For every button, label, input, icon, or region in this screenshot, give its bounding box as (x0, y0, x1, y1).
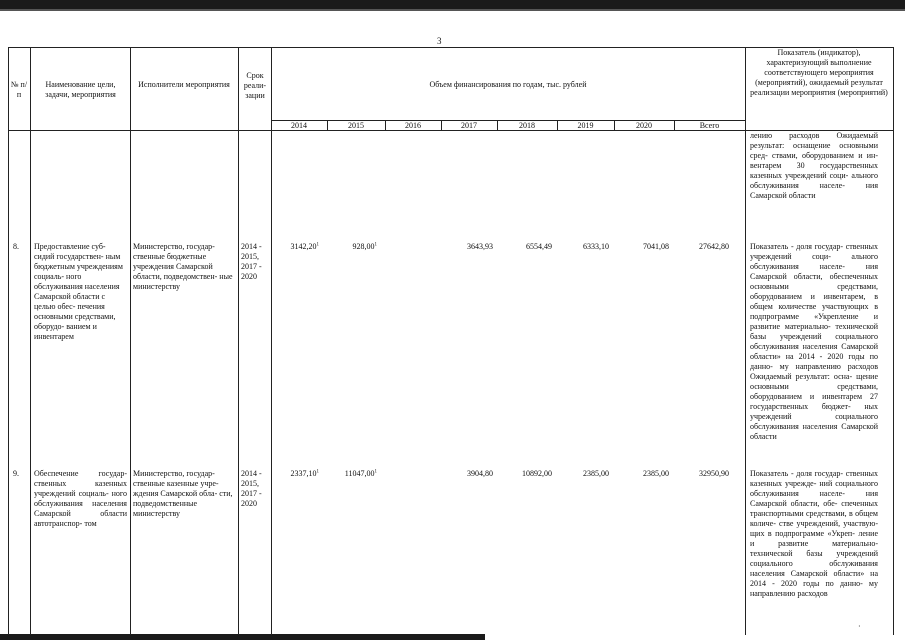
header-executors: Исполнители мероприятия (138, 80, 230, 89)
row-value-2020: 2385,00 (643, 469, 669, 478)
header-indicator: Показатель (индикатор), характеризующий выполнение соответствующего мероприятия (мероприятий), ожидаемый результат реализации мероприятия (мероприятий) (750, 48, 888, 97)
row-value-2018: 6554,49 (526, 242, 552, 251)
row-value-total: 32950,90 (699, 469, 729, 478)
row-value-2019: 6333,10 (583, 242, 609, 251)
header-num: № п/п (10, 80, 28, 99)
footnote-mark: 1 (316, 469, 319, 475)
header-term: Срок реали- зации (243, 71, 267, 100)
year-2020: 2020 (636, 121, 652, 130)
row-term: 2014 - 2015, 2017 - 2020 (241, 242, 262, 281)
scan-speck: · (858, 622, 861, 631)
year-2014: 2014 (291, 121, 307, 130)
row-executors: Министерство, государ- ственные бюджетные учреждения Самарской области, подведомствен- ные министерству (133, 242, 233, 291)
row-value-2014: 3142,20$^1$ (290, 242, 319, 251)
row-value-2015: 928,00$^1$ (352, 242, 377, 251)
row-value-2020: 7041,08 (643, 242, 669, 251)
year-2018: 2018 (519, 121, 535, 130)
row-value-2019: 2385,00 (583, 469, 609, 478)
row-value-total: 27642,80 (699, 242, 729, 251)
row-name: Предоставление суб- сидий государствен- ным бюджетным учреждениям социаль- ного обслуживания населения Самарской области с целью обес- печения основными средствами, оборудо- ванием и инвентарем (34, 242, 123, 341)
scan-edge-bottom (0, 634, 485, 640)
header-financing: Объем финансирования по годам, тыс. рублей (429, 80, 587, 89)
footnote-mark: 1 (374, 242, 377, 248)
year-2015: 2015 (348, 121, 364, 130)
year-2019: 2019 (577, 121, 594, 130)
row-executors: Министерство, государ- ственные казенные учре- ждения Самарской обла- сти, подведомственные министерству (133, 469, 233, 518)
row-indicator: Показатель - доля государ- ственных учреждений соци- ального обслуживания населе- ния Самарской области, обеспеченных основными средствами, оборудованием и инвентарем, в общем количестве участвующих в подпрограмме «Укрепление и развитие материально- технической базы учреждений социального обслуживания населения Самарской области» на 2014 - 2020 годы по данно- му направлению расходов Ожидаемый результат: осна- щение основными средствами, оборудованием и инвентарем 27 государственных бюджет- ных учреждений социального обслуживания населения Самарской области (750, 242, 878, 441)
row-num: 9. (13, 469, 19, 478)
year-2016: 2016 (405, 121, 421, 130)
year-2017: 2017 (461, 121, 477, 130)
scan-edge-top (0, 0, 905, 9)
row-value-2017: 3643,93 (467, 242, 493, 251)
row-indicator: Показатель - доля государ- ственных казенных учрежде- ний социального обслуживания населе- ния Самарской области, обе- спеченных транспортными средствами, в общем количе- стве учреждений, участвую- щих в подпрограмме «Укреп- ление и развитие материально- технической базы учреждений социального обслуживания населения Самарской области» на 2014 - 2020 годы по данно- му направлению расходов (750, 469, 878, 598)
row-value-2015: 11047,00$^1$ (344, 469, 377, 478)
header-name: Наименование цели, задачи, мероприятия (45, 80, 116, 99)
row-value-2014: 2337,10$^1$ (290, 469, 319, 478)
page-number: 3 (437, 36, 442, 46)
row-num: 8. (13, 242, 19, 251)
footnote-mark: 1 (374, 469, 377, 475)
year-total: Всего (699, 121, 720, 130)
row-value-2018: 10892,00 (522, 469, 552, 478)
continuation-indicator: лению расходов Ожидаемый результат: оснащение основными сред- ствами, оборудованием и ин- вентарем 30 государственных казенных учреждений соци- ального обслуживания населе- ния Самарской области (750, 131, 878, 200)
row-value-2017: 3904,80 (467, 469, 493, 478)
row-term: 2014 - 2015, 2017 - 2020 (241, 469, 262, 508)
footnote-mark: 1 (316, 242, 319, 248)
row-name: Обеспечение государ- ственных казенных учреждений социаль- ного обслуживания населения Самарской области автотранспор- том (34, 469, 127, 528)
